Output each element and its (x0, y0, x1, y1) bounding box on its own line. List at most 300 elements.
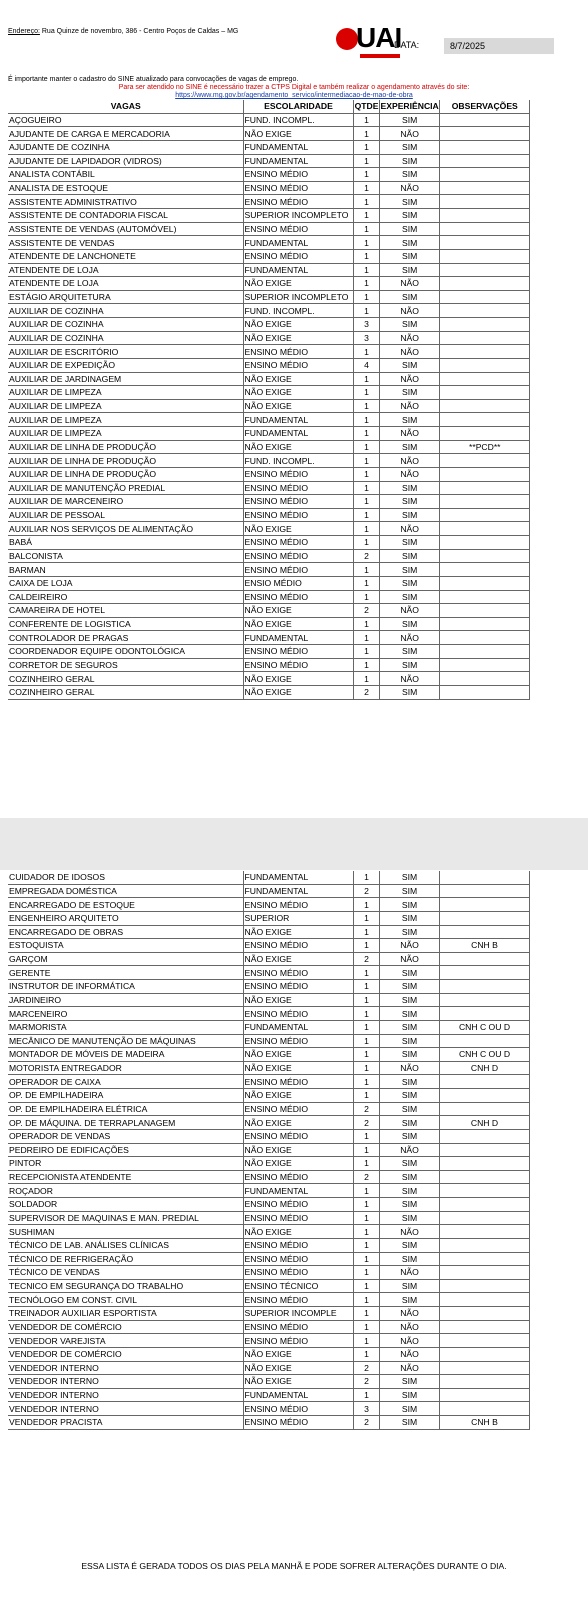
observacoes-cell (439, 576, 529, 590)
experiencia-cell: SIM (379, 590, 439, 604)
vaga-cell: ROÇADOR (8, 1184, 243, 1198)
escolaridade-cell: NÃO EXIGE (243, 1048, 353, 1062)
table-row (8, 1116, 529, 1130)
table-row (8, 1089, 529, 1103)
table-row (8, 140, 529, 154)
observacoes-cell (439, 181, 529, 195)
experiencia-cell: SIM (379, 1157, 439, 1171)
logo-red-circle (336, 28, 358, 50)
table-row (8, 127, 529, 141)
observacoes-cell (439, 427, 529, 441)
vaga-cell: AUXILIAR DE MANUTENÇÃO PREDIAL (8, 481, 243, 495)
logo-red-bar (360, 54, 400, 58)
table-row (8, 318, 529, 332)
escolaridade-cell: ENSINO MÉDIO (243, 345, 353, 359)
observacoes-cell (439, 481, 529, 495)
qtde-cell: 1 (353, 181, 379, 195)
experiencia-cell: SIM (379, 617, 439, 631)
table-row (8, 590, 529, 604)
vaga-cell: MONTADOR DE MÓVEIS DE MADEIRA (8, 1048, 243, 1062)
qtde-cell: 1 (353, 249, 379, 263)
table-row (8, 1007, 529, 1021)
vaga-cell: EMPREGADA DOMÉSTICA (8, 884, 243, 898)
observacoes-cell (439, 1388, 529, 1402)
qtde-cell: 1 (353, 154, 379, 168)
experiencia-cell: SIM (379, 980, 439, 994)
experiencia-cell: NÃO (379, 277, 439, 291)
escolaridade-cell: NÃO EXIGE (243, 318, 353, 332)
table-row (8, 236, 529, 250)
escolaridade-cell: NÃO EXIGE (243, 1143, 353, 1157)
table-row (8, 1020, 529, 1034)
qtde-cell: 1 (353, 1293, 379, 1307)
vaga-cell: COZINHEIRO GERAL (8, 685, 243, 699)
observacoes-cell (439, 1238, 529, 1252)
escolaridade-cell: NÃO EXIGE (243, 522, 353, 536)
vaga-cell: ANALISTA CONTÁBIL (8, 168, 243, 182)
qtde-cell: 1 (353, 1211, 379, 1225)
table-row (8, 1266, 529, 1280)
table-row (8, 1075, 529, 1089)
escolaridade-cell: NÃO EXIGE (243, 1347, 353, 1361)
table-row (8, 1061, 529, 1075)
observacoes-cell (439, 1075, 529, 1089)
escolaridade-cell: NÃO EXIGE (243, 925, 353, 939)
qtde-cell: 1 (353, 1320, 379, 1334)
vaga-cell: ASSISTENTE ADMINISTRATIVO (8, 195, 243, 209)
observacoes-cell (439, 331, 529, 345)
table-row (8, 536, 529, 550)
observacoes-cell (439, 884, 529, 898)
vaga-cell: TÉCNICO DE REFRIGERAÇÃO (8, 1252, 243, 1266)
experiencia-cell: SIM (379, 549, 439, 563)
experiencia-cell: SIM (379, 1129, 439, 1143)
qtde-cell: 1 (353, 911, 379, 925)
experiencia-cell: NÃO (379, 127, 439, 141)
escolaridade-cell: NÃO EXIGE (243, 440, 353, 454)
vaga-cell: TÉCNICO DE VENDAS (8, 1266, 243, 1280)
vaga-cell: VENDEDOR DE COMÉRCIO (8, 1320, 243, 1334)
vaga-cell: COORDENADOR EQUIPE ODONTOLÓGICA (8, 645, 243, 659)
date-value: 8/7/2025 (444, 38, 554, 54)
vaga-cell: MARMORISTA (8, 1020, 243, 1034)
vaga-cell: CUIDADOR DE IDOSOS (8, 871, 243, 884)
qtde-cell: 1 (353, 454, 379, 468)
table-row (8, 685, 529, 699)
observacoes-cell (439, 1307, 529, 1321)
escolaridade-cell: ENSINO MÉDIO (243, 1034, 353, 1048)
vaga-cell: VENDEDOR INTERNO (8, 1388, 243, 1402)
escolaridade-cell: ENSINO MÉDIO (243, 1075, 353, 1089)
experiencia-cell: SIM (379, 645, 439, 659)
experiencia-cell: NÃO (379, 181, 439, 195)
qtde-cell: 1 (353, 645, 379, 659)
escolaridade-cell: ENSINO MÉDIO (243, 1102, 353, 1116)
observacoes-cell (439, 209, 529, 223)
escolaridade-cell: NÃO EXIGE (243, 1089, 353, 1103)
qtde-cell: 1 (353, 236, 379, 250)
experiencia-cell: SIM (379, 898, 439, 912)
header-escolaridade: ESCOLARIDADE (243, 100, 353, 113)
qtde-cell: 1 (353, 345, 379, 359)
observacoes-cell (439, 617, 529, 631)
address-label: Endereço: (8, 28, 40, 35)
escolaridade-cell: ENSINO MÉDIO (243, 1416, 353, 1430)
escolaridade-cell: ENSINO MÉDIO (243, 168, 353, 182)
experiencia-cell: NÃO (379, 631, 439, 645)
update-note: É importante manter o cadastro do SINE atualizado para convocações de vagas de emprego. (8, 76, 299, 83)
escolaridade-cell: ENSIO MÉDIO (243, 576, 353, 590)
experiencia-cell: NÃO (379, 939, 439, 953)
table-row (8, 331, 529, 345)
vaga-cell: CAMAREIRA DE HOTEL (8, 604, 243, 618)
observacoes-cell (439, 1293, 529, 1307)
escolaridade-cell: ENSINO MÉDIO (243, 358, 353, 372)
experiencia-cell: SIM (379, 386, 439, 400)
observacoes-cell (439, 993, 529, 1007)
table-row (8, 113, 529, 127)
page-break (0, 818, 588, 870)
qtde-cell: 2 (353, 1375, 379, 1389)
escolaridade-cell: ENSINO MÉDIO (243, 495, 353, 509)
table-row (8, 508, 529, 522)
qtde-cell: 1 (353, 427, 379, 441)
observacoes-cell (439, 290, 529, 304)
vaga-cell: CONFERENTE DE LOGISTICA (8, 617, 243, 631)
qtde-cell: 1 (353, 658, 379, 672)
vaga-cell: SUSHIMAN (8, 1225, 243, 1239)
experiencia-cell: SIM (379, 925, 439, 939)
qtde-cell: 3 (353, 1402, 379, 1416)
vaga-cell: ENCARREGADO DE OBRAS (8, 925, 243, 939)
experiencia-cell: SIM (379, 440, 439, 454)
table-row (8, 952, 529, 966)
table-row (8, 576, 529, 590)
qtde-cell: 1 (353, 222, 379, 236)
date-box (394, 38, 554, 54)
table-row (8, 222, 529, 236)
observacoes-cell (439, 1375, 529, 1389)
escolaridade-cell: ENSINO MÉDIO (243, 195, 353, 209)
table-row (8, 617, 529, 631)
table-row (8, 1320, 529, 1334)
observacoes-cell (439, 154, 529, 168)
table-row (8, 871, 529, 884)
qtde-cell: 1 (353, 440, 379, 454)
observacoes-cell: CNH D (439, 1116, 529, 1130)
observacoes-cell (439, 263, 529, 277)
escolaridade-cell: NÃO EXIGE (243, 386, 353, 400)
header-experiencia: EXPERIÊNCIA (380, 101, 439, 112)
observacoes-cell (439, 318, 529, 332)
table-row (8, 467, 529, 481)
vaga-cell: CORRETOR DE SEGUROS (8, 658, 243, 672)
observacoes-cell (439, 980, 529, 994)
table-row (8, 604, 529, 618)
escolaridade-cell: ENSINO MÉDIO (243, 966, 353, 980)
qtde-cell: 1 (353, 1048, 379, 1062)
footer-note: ESSA LISTA É GERADA TODOS OS DIAS PELA MANHÃ E PODE SOFRER ALTERAÇÕES DURANTE O DIA. (81, 1561, 507, 1571)
escolaridade-cell: SUPERIOR INCOMPLETO (243, 290, 353, 304)
vaga-cell: BABÁ (8, 536, 243, 550)
escolaridade-cell: ENSINO MÉDIO (243, 1211, 353, 1225)
experiencia-cell: SIM (379, 1116, 439, 1130)
observacoes-cell (439, 495, 529, 509)
experiencia-cell: SIM (379, 1279, 439, 1293)
experiencia-cell: SIM (379, 263, 439, 277)
escolaridade-cell: NÃO EXIGE (243, 672, 353, 686)
escolaridade-cell: SUPERIOR INCOMPLETO (243, 209, 353, 223)
vaga-cell: AUXILIAR DE LIMPEZA (8, 386, 243, 400)
qtde-cell: 1 (353, 1266, 379, 1280)
experiencia-cell: SIM (379, 113, 439, 127)
escolaridade-cell: NÃO EXIGE (243, 372, 353, 386)
observacoes-cell (439, 358, 529, 372)
table-row (8, 1361, 529, 1375)
escolaridade-cell: ENSINO MÉDIO (243, 549, 353, 563)
escolaridade-cell: FUNDAMENTAL (243, 631, 353, 645)
qtde-cell: 1 (353, 576, 379, 590)
observacoes-cell (439, 277, 529, 291)
experiencia-cell: NÃO (379, 427, 439, 441)
table-row (8, 1334, 529, 1348)
observacoes-cell (439, 345, 529, 359)
qtde-cell: 3 (353, 318, 379, 332)
escolaridade-cell: ENSINO TÉCNICO (243, 1279, 353, 1293)
vaga-cell: AUXILIAR DE PESSOAL (8, 508, 243, 522)
qtde-cell: 1 (353, 127, 379, 141)
qtde-cell: 4 (353, 358, 379, 372)
table-row (8, 277, 529, 291)
experiencia-cell: SIM (379, 1034, 439, 1048)
vaga-cell: OP. DE MÁQUINA. DE TERRAPLANAGEM (8, 1116, 243, 1130)
qtde-cell: 1 (353, 563, 379, 577)
ctps-note: Para ser atendido no SINE é necessário trazer a CTPS Digital e também realizar o agendamento através do site: (118, 84, 470, 91)
qtde-cell: 1 (353, 304, 379, 318)
escolaridade-cell: ENSINO MÉDIO (243, 563, 353, 577)
qtde-cell: 1 (353, 1061, 379, 1075)
vaga-cell: TÉCNICO DE LAB. ANÁLISES CLÍNICAS (8, 1238, 243, 1252)
vaga-cell: TECNICO EM SEGURANÇA DO TRABALHO (8, 1279, 243, 1293)
experiencia-cell: SIM (379, 290, 439, 304)
logo-text: UAI (356, 22, 402, 53)
table-row (8, 1048, 529, 1062)
observacoes-cell (439, 1089, 529, 1103)
vaga-cell: ATENDENTE DE LOJA (8, 277, 243, 291)
table-row (8, 549, 529, 563)
table-row (8, 1129, 529, 1143)
qtde-cell: 1 (353, 871, 379, 884)
qtde-cell: 2 (353, 1116, 379, 1130)
escolaridade-cell: ENSINO MÉDIO (243, 898, 353, 912)
qtde-cell: 1 (353, 536, 379, 550)
table-row (8, 631, 529, 645)
table-row (8, 1375, 529, 1389)
observacoes-cell (439, 1034, 529, 1048)
table-row (8, 1293, 529, 1307)
vaga-cell: VENDEDOR INTERNO (8, 1375, 243, 1389)
table-row (8, 1252, 529, 1266)
table-row (8, 154, 529, 168)
qtde-cell: 3 (353, 331, 379, 345)
experiencia-cell: SIM (379, 481, 439, 495)
vaga-cell: MECÂNICO DE MANUTENÇÃO DE MÁQUINAS (8, 1034, 243, 1048)
qtde-cell: 1 (353, 1225, 379, 1239)
experiencia-cell: SIM (379, 563, 439, 577)
observacoes-cell (439, 1102, 529, 1116)
qtde-cell: 1 (353, 209, 379, 223)
experiencia-cell: SIM (379, 1375, 439, 1389)
vaga-cell: AUXILIAR DE LIMPEZA (8, 413, 243, 427)
vaga-cell: ATENDENTE DE LANCHONETE (8, 249, 243, 263)
experiencia-cell: SIM (379, 495, 439, 509)
experiencia-cell: SIM (379, 1184, 439, 1198)
experiencia-cell: SIM (379, 1416, 439, 1430)
escolaridade-cell: FUNDAMENTAL (243, 1020, 353, 1034)
table-row (8, 399, 529, 413)
vaga-cell: OP. DE EMPILHADEIRA (8, 1089, 243, 1103)
qtde-cell: 1 (353, 590, 379, 604)
table-row (8, 645, 529, 659)
qtde-cell: 1 (353, 1129, 379, 1143)
table-row (8, 884, 529, 898)
observacoes-cell (439, 911, 529, 925)
experiencia-cell: SIM (379, 140, 439, 154)
experiencia-cell: SIM (379, 911, 439, 925)
table-row (8, 481, 529, 495)
vaga-cell: ANALISTA DE ESTOQUE (8, 181, 243, 195)
vaga-cell: AUXILIAR DE LIMPEZA (8, 399, 243, 413)
observacoes-cell (439, 304, 529, 318)
table-row (8, 1170, 529, 1184)
experiencia-cell: SIM (379, 1102, 439, 1116)
observacoes-cell (439, 1361, 529, 1375)
observacoes-cell: CNH D (439, 1061, 529, 1075)
table-row (8, 966, 529, 980)
escolaridade-cell: ENSINO MÉDIO (243, 645, 353, 659)
experiencia-cell: SIM (379, 536, 439, 550)
qtde-cell: 1 (353, 1198, 379, 1212)
escolaridade-cell: NÃO EXIGE (243, 1116, 353, 1130)
vaga-cell: ASSISTENTE DE CONTADORIA FISCAL (8, 209, 243, 223)
observacoes-cell (439, 1225, 529, 1239)
qtde-cell: 1 (353, 140, 379, 154)
experiencia-cell: SIM (379, 966, 439, 980)
vaga-cell: AUXILIAR DE LINHA DE PRODUÇÃO (8, 467, 243, 481)
escolaridade-cell: SUPERIOR (243, 911, 353, 925)
job-table-page-1 (8, 100, 530, 700)
table-row (8, 1225, 529, 1239)
vaga-cell: CONTROLADOR DE PRAGAS (8, 631, 243, 645)
experiencia-cell: SIM (379, 249, 439, 263)
escolaridade-cell: ENSINO MÉDIO (243, 1266, 353, 1280)
experiencia-cell: SIM (379, 685, 439, 699)
observacoes-cell (439, 563, 529, 577)
observacoes-cell (439, 1320, 529, 1334)
observacoes-cell (439, 631, 529, 645)
table-row (8, 195, 529, 209)
experiencia-cell: SIM (379, 318, 439, 332)
qtde-cell: 1 (353, 1307, 379, 1321)
experiencia-cell: SIM (379, 1170, 439, 1184)
table-row (8, 1307, 529, 1321)
escolaridade-cell: ENSINO MÉDIO (243, 1198, 353, 1212)
experiencia-cell: NÃO (379, 1347, 439, 1361)
experiencia-cell: NÃO (379, 1307, 439, 1321)
observacoes-cell: CNH C OU D (439, 1020, 529, 1034)
table-row (8, 522, 529, 536)
vaga-cell: AUXILIAR NOS SERVIÇOS DE ALIMENTAÇÃO (8, 522, 243, 536)
vaga-cell: OPERADOR DE CAIXA (8, 1075, 243, 1089)
experiencia-cell: NÃO (379, 372, 439, 386)
observacoes-cell (439, 1198, 529, 1212)
qtde-cell: 1 (353, 508, 379, 522)
observacoes-cell (439, 399, 529, 413)
table-row (8, 1102, 529, 1116)
vaga-cell: ENGENHEIRO ARQUITETO (8, 911, 243, 925)
escolaridade-cell: ENSINO MÉDIO (243, 1129, 353, 1143)
vaga-cell: ATENDENTE DE LOJA (8, 263, 243, 277)
vaga-cell: AUXILIAR DE EXPEDIÇÃO (8, 358, 243, 372)
observacoes-cell (439, 1266, 529, 1280)
vaga-cell: BALCONISTA (8, 549, 243, 563)
experiencia-cell: SIM (379, 871, 439, 884)
vaga-cell: CALDEIREIRO (8, 590, 243, 604)
table-row (8, 427, 529, 441)
qtde-cell: 1 (353, 1007, 379, 1021)
escolaridade-cell: NÃO EXIGE (243, 127, 353, 141)
vaga-cell: ESTOQUISTA (8, 939, 243, 953)
agendamento-link[interactable]: https://www.mg.gov.br/agendamento_servico/intermediacao-de-mao-de-obra (175, 92, 413, 99)
table-row (8, 345, 529, 359)
table-row (8, 939, 529, 953)
observacoes-cell (439, 672, 529, 686)
vaga-cell: AUXILIAR DE JARDINAGEM (8, 372, 243, 386)
vaga-cell: AUXILIAR DE MARCENEIRO (8, 495, 243, 509)
escolaridade-cell: ENSINO MÉDIO (243, 939, 353, 953)
observacoes-cell (439, 127, 529, 141)
observacoes-cell (439, 413, 529, 427)
observacoes-cell (439, 1143, 529, 1157)
observacoes-cell (439, 195, 529, 209)
table-row (8, 1184, 529, 1198)
experiencia-cell: SIM (379, 1075, 439, 1089)
vaga-cell: AJUDANTE DE CARGA E MERCADORIA (8, 127, 243, 141)
escolaridade-cell: NÃO EXIGE (243, 399, 353, 413)
vaga-cell: AUXILIAR DE ESCRITÓRIO (8, 345, 243, 359)
table-row (8, 290, 529, 304)
table-row (8, 386, 529, 400)
uai-logo (336, 22, 402, 66)
table-header-row (8, 100, 529, 113)
table-row (8, 898, 529, 912)
qtde-cell: 1 (353, 399, 379, 413)
escolaridade-cell: ENSINO MÉDIO (243, 249, 353, 263)
table-row (8, 249, 529, 263)
vaga-cell: AUXILIAR DE LIMPEZA (8, 427, 243, 441)
escolaridade-cell: ENSINO MÉDIO (243, 1238, 353, 1252)
header-vagas: VAGAS (8, 100, 243, 113)
table-row (8, 1416, 529, 1430)
escolaridade-cell: ENSINO MÉDIO (243, 1007, 353, 1021)
observacoes-cell (439, 454, 529, 468)
header-observacoes: OBSERVAÇÕES (439, 100, 529, 113)
observacoes-cell (439, 236, 529, 250)
escolaridade-cell: ENSINO MÉDIO (243, 1334, 353, 1348)
qtde-cell: 1 (353, 617, 379, 631)
vaga-cell: OPERADOR DE VENDAS (8, 1129, 243, 1143)
table-row (8, 168, 529, 182)
